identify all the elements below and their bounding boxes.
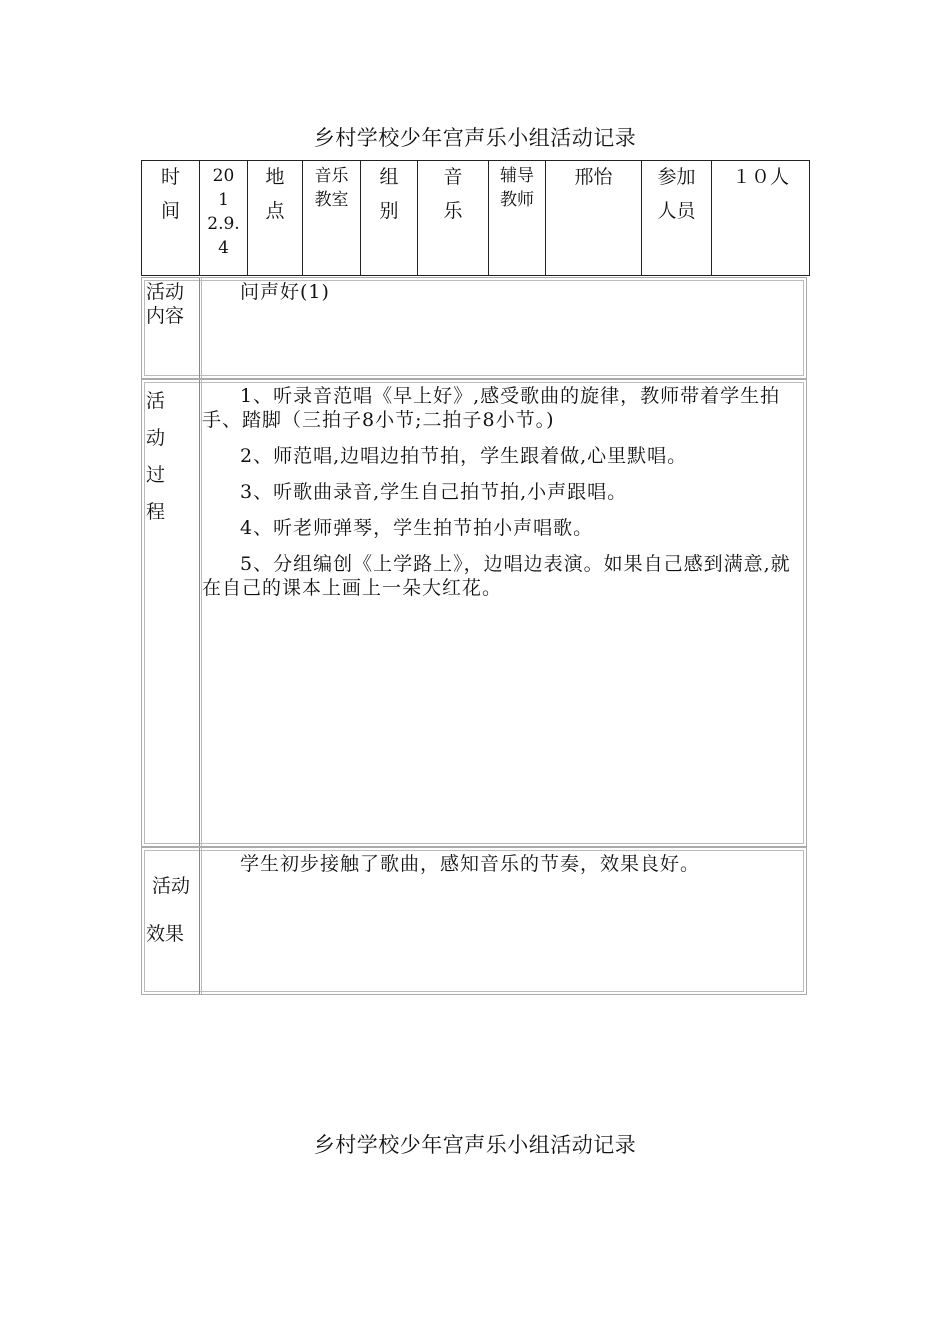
date-value: 1 [218,190,229,210]
date-value: 4 [218,238,229,258]
date-value: 20 [212,166,235,186]
participants-label: 人员 [657,200,696,222]
time-label-cell [142,160,200,276]
effect-section [141,847,807,995]
process-label-line: 过 [146,464,166,486]
teacher-label: 辅导 [500,166,534,186]
teacher-value-cell [546,160,642,276]
place-value: 教室 [314,190,349,210]
place-label: 点 [265,200,285,222]
date-cell [200,160,248,276]
place-value: 音乐 [314,166,349,186]
process-step: 5、分组编创《上学路上》，边唱边表演。如果自己感到满意,就在自己的课本上画上一朵大红花。 [202,553,791,599]
participants-value-cell [712,160,809,276]
time-label: 间 [160,200,180,222]
effect-label [146,862,202,958]
participants-label: 参加 [657,166,696,188]
participants-value: １０人 [731,166,789,188]
process-steps [202,384,804,612]
teacher-label-cell [489,160,546,276]
table-header-bottom-border [141,275,809,276]
teacher-value: 邢怡 [574,166,613,188]
effect-label-line: 活动 [152,875,191,897]
group-label: 组 [379,166,399,188]
page-title: 乡村学校少年宫声乐小组活动记录 [313,126,637,150]
page-title: 乡村学校少年宫声乐小组活动记录 [313,1133,637,1157]
group-label: 别 [379,200,399,222]
process-step: 3、听歌曲录音,学生自己拍节拍,小声跟唱。 [240,481,628,503]
participants-label-cell [642,160,712,276]
group-value-cell [418,160,489,276]
place-label: 地 [265,166,285,188]
process-label-line: 动 [146,427,166,449]
content-label-line: 活动 [146,281,185,303]
date-value: 2.9. [207,214,240,234]
group-value: 音 [443,166,463,188]
process-step: 2、师范唱,边唱边拍节拍，学生跟着做,心里默唱。 [240,445,688,467]
effect-text: 学生初步接触了歌曲，感知音乐的节奏，效果良好。 [240,853,701,875]
teacher-label: 教师 [500,190,534,210]
content-label-line: 内容 [146,305,185,327]
effect-label-line: 效果 [146,923,185,945]
process-label-line: 活 [146,390,166,412]
content-section [141,277,807,379]
group-label-cell [361,160,418,276]
process-label [146,383,196,531]
content-label [146,280,196,328]
process-step: 4、听老师弹琴，学生拍节拍小声唱歌。 [240,517,594,539]
process-step: 1、听录音范唱《早上好》,感受歌曲的旋律，教师带着学生拍手、踏脚（三拍子8小节;二拍子8小节。) [202,385,781,431]
place-label-cell [248,160,303,276]
process-label-line: 程 [146,501,166,523]
process-section [141,379,807,847]
group-value: 乐 [443,200,463,222]
header-table [141,160,810,276]
content-text: 问声好(1) [240,281,330,303]
place-value-cell [303,160,361,276]
time-label: 时 [160,166,180,188]
